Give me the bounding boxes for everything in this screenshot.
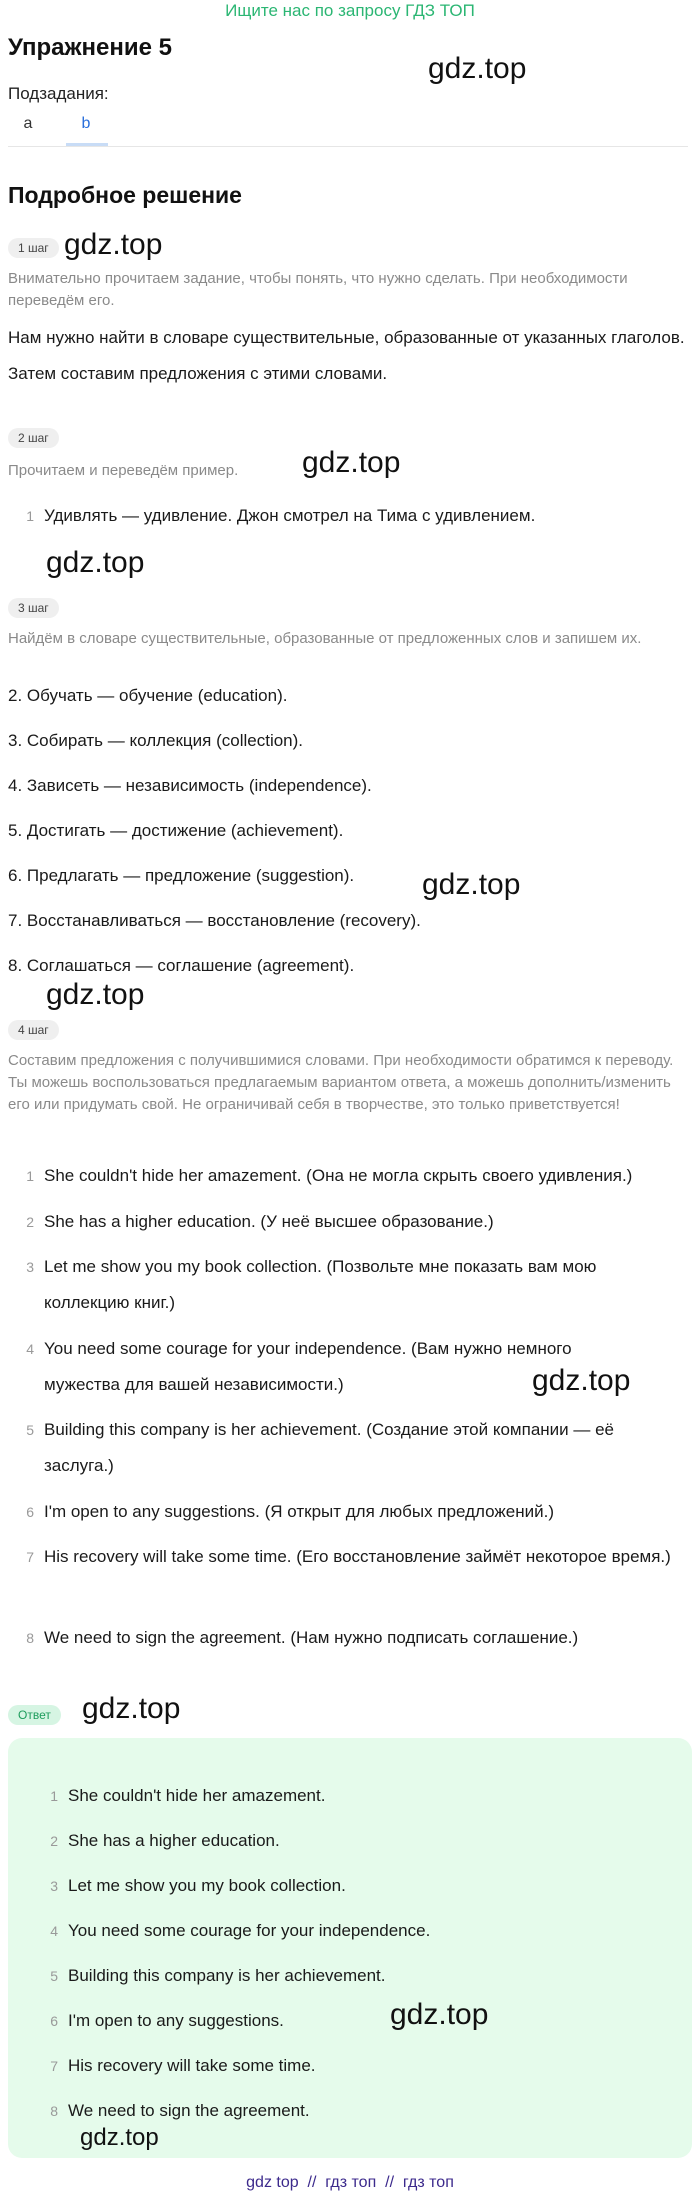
watermark: gdz.top	[46, 978, 145, 1011]
item-number: 7	[26, 1549, 34, 1565]
item-number: 1	[26, 1168, 34, 1184]
word-line: 7. Восстанавливаться — восстановление (recovery).	[8, 911, 421, 930]
active-tab-indicator	[66, 143, 108, 146]
footer-links[interactable]: gdz top // гдз топ // гдз топ	[246, 2174, 454, 2191]
watermark: gdz.top	[422, 868, 521, 901]
item-text: We need to sign the agreement. (Нам нужно подписать соглашение.)	[44, 1628, 579, 1647]
item-text: We need to sign the agreement.	[68, 2101, 310, 2120]
watermark: gdz.top	[64, 228, 163, 261]
watermark: gdz.top	[428, 52, 527, 85]
step-badge: 3 шаг	[8, 598, 59, 618]
subtask-tabs	[8, 112, 688, 147]
watermark: gdz.top	[532, 1364, 631, 1397]
step-note: Внимательно прочитаем задание, чтобы понять, что нужно сделать. При необходимости переведём его.	[8, 270, 628, 309]
step-badge: 4 шаг	[8, 1020, 59, 1040]
item-number: 8	[26, 1630, 34, 1646]
word-line: 4. Зависеть — независимость (independence).	[8, 776, 372, 795]
watermark: gdz.top	[82, 1692, 181, 1725]
item-number: 2	[26, 1214, 34, 1230]
watermark: gdz.top	[390, 1998, 489, 2031]
item-text: She has a higher education.	[68, 1831, 280, 1850]
word-line: 6. Предлагать — предложение (suggestion).	[8, 866, 355, 885]
watermark: gdz.top	[80, 2124, 159, 2151]
word-line: 5. Достигать — достижение (achievement).	[8, 821, 344, 840]
step-badge: 2 шаг	[8, 428, 59, 448]
answer-badge: Ответ	[8, 1705, 61, 1725]
step-text: Нам нужно найти в словаре существительные, образованные от указанных глаголов. Затем составим предложения с этими словами.	[8, 328, 685, 383]
tab-a[interactable]: a	[23, 115, 33, 132]
watermark: gdz.top	[302, 446, 401, 479]
item-number: 5	[26, 1422, 34, 1438]
item-text: She couldn't hide her amazement.	[68, 1786, 326, 1805]
item-number: 6	[50, 2013, 58, 2029]
word-line: 8. Соглашаться — соглашение (agreement).	[8, 956, 355, 975]
item-number: 6	[26, 1504, 34, 1520]
item-text: Let me show you my book collection.	[68, 1876, 346, 1895]
step-note: Прочитаем и переведём пример.	[8, 462, 239, 479]
item-number: 1	[26, 508, 34, 524]
step-note: Найдём в словаре существительные, образованные от предложенных слов и запишем их.	[8, 630, 642, 647]
page-title: Упражнение 5	[8, 34, 172, 61]
item-text: Let me show you my book collection. (Позвольте мне показать вам мою коллекцию книг.)	[44, 1257, 597, 1312]
item-text: She couldn't hide her amazement. (Она не могла скрыть своего удивления.)	[44, 1166, 633, 1185]
item-text: You need some courage for your independence.	[68, 1921, 431, 1940]
item-text: His recovery will take some time.	[68, 2056, 316, 2075]
item-number: 5	[50, 1968, 58, 1984]
item-number: 4	[26, 1341, 34, 1357]
tab-b[interactable]: b	[81, 115, 91, 132]
item-text: Building this company is her achievement. (Создание этой компании — её заслуга.)	[44, 1420, 615, 1475]
item-text: She has a higher education. (У неё высшее образование.)	[44, 1212, 494, 1231]
solution-title: Подробное решение	[8, 182, 242, 208]
item-number: 3	[26, 1259, 34, 1275]
item-number: 3	[50, 1878, 58, 1894]
subtasks-label: Подзадания:	[8, 84, 109, 103]
item-text: I'm open to any suggestions. (Я открыт для любых предложений.)	[44, 1502, 554, 1521]
item-text: His recovery will take some time. (Его восстановление займёт некоторое время.)	[44, 1547, 671, 1566]
top-banner[interactable]: Ищите нас по запросу ГДЗ ТОП	[225, 1, 475, 20]
step-badge: 1 шаг	[8, 238, 59, 258]
word-line: 3. Собирать — коллекция (collection).	[8, 731, 304, 750]
item-text: Building this company is her achievement.	[68, 1966, 386, 1985]
item-number: 1	[50, 1788, 58, 1804]
item-text: I'm open to any suggestions.	[68, 2011, 284, 2030]
word-line: 2. Обучать — обучение (education).	[8, 686, 288, 705]
item-number: 8	[50, 2103, 58, 2119]
item-number: 4	[50, 1923, 58, 1939]
watermark: gdz.top	[46, 546, 145, 579]
item-text: You need some courage for your independence. (Вам нужно немного мужества для вашей независимости.)	[44, 1339, 572, 1394]
item-number: 2	[50, 1833, 58, 1849]
item-text: Удивлять — удивление. Джон смотрел на Тима с удивлением.	[44, 506, 536, 525]
item-number: 7	[50, 2058, 58, 2074]
step-note: Составим предложения с получившимися словами. При необходимости обратимся к переводу. Ты можешь воспользоваться предлагаемым вариантом ответа, а можешь дополнить/изменить его или придумать свой. Не ограничивай себя в творчестве, это только приветствуется!	[8, 1052, 674, 1113]
